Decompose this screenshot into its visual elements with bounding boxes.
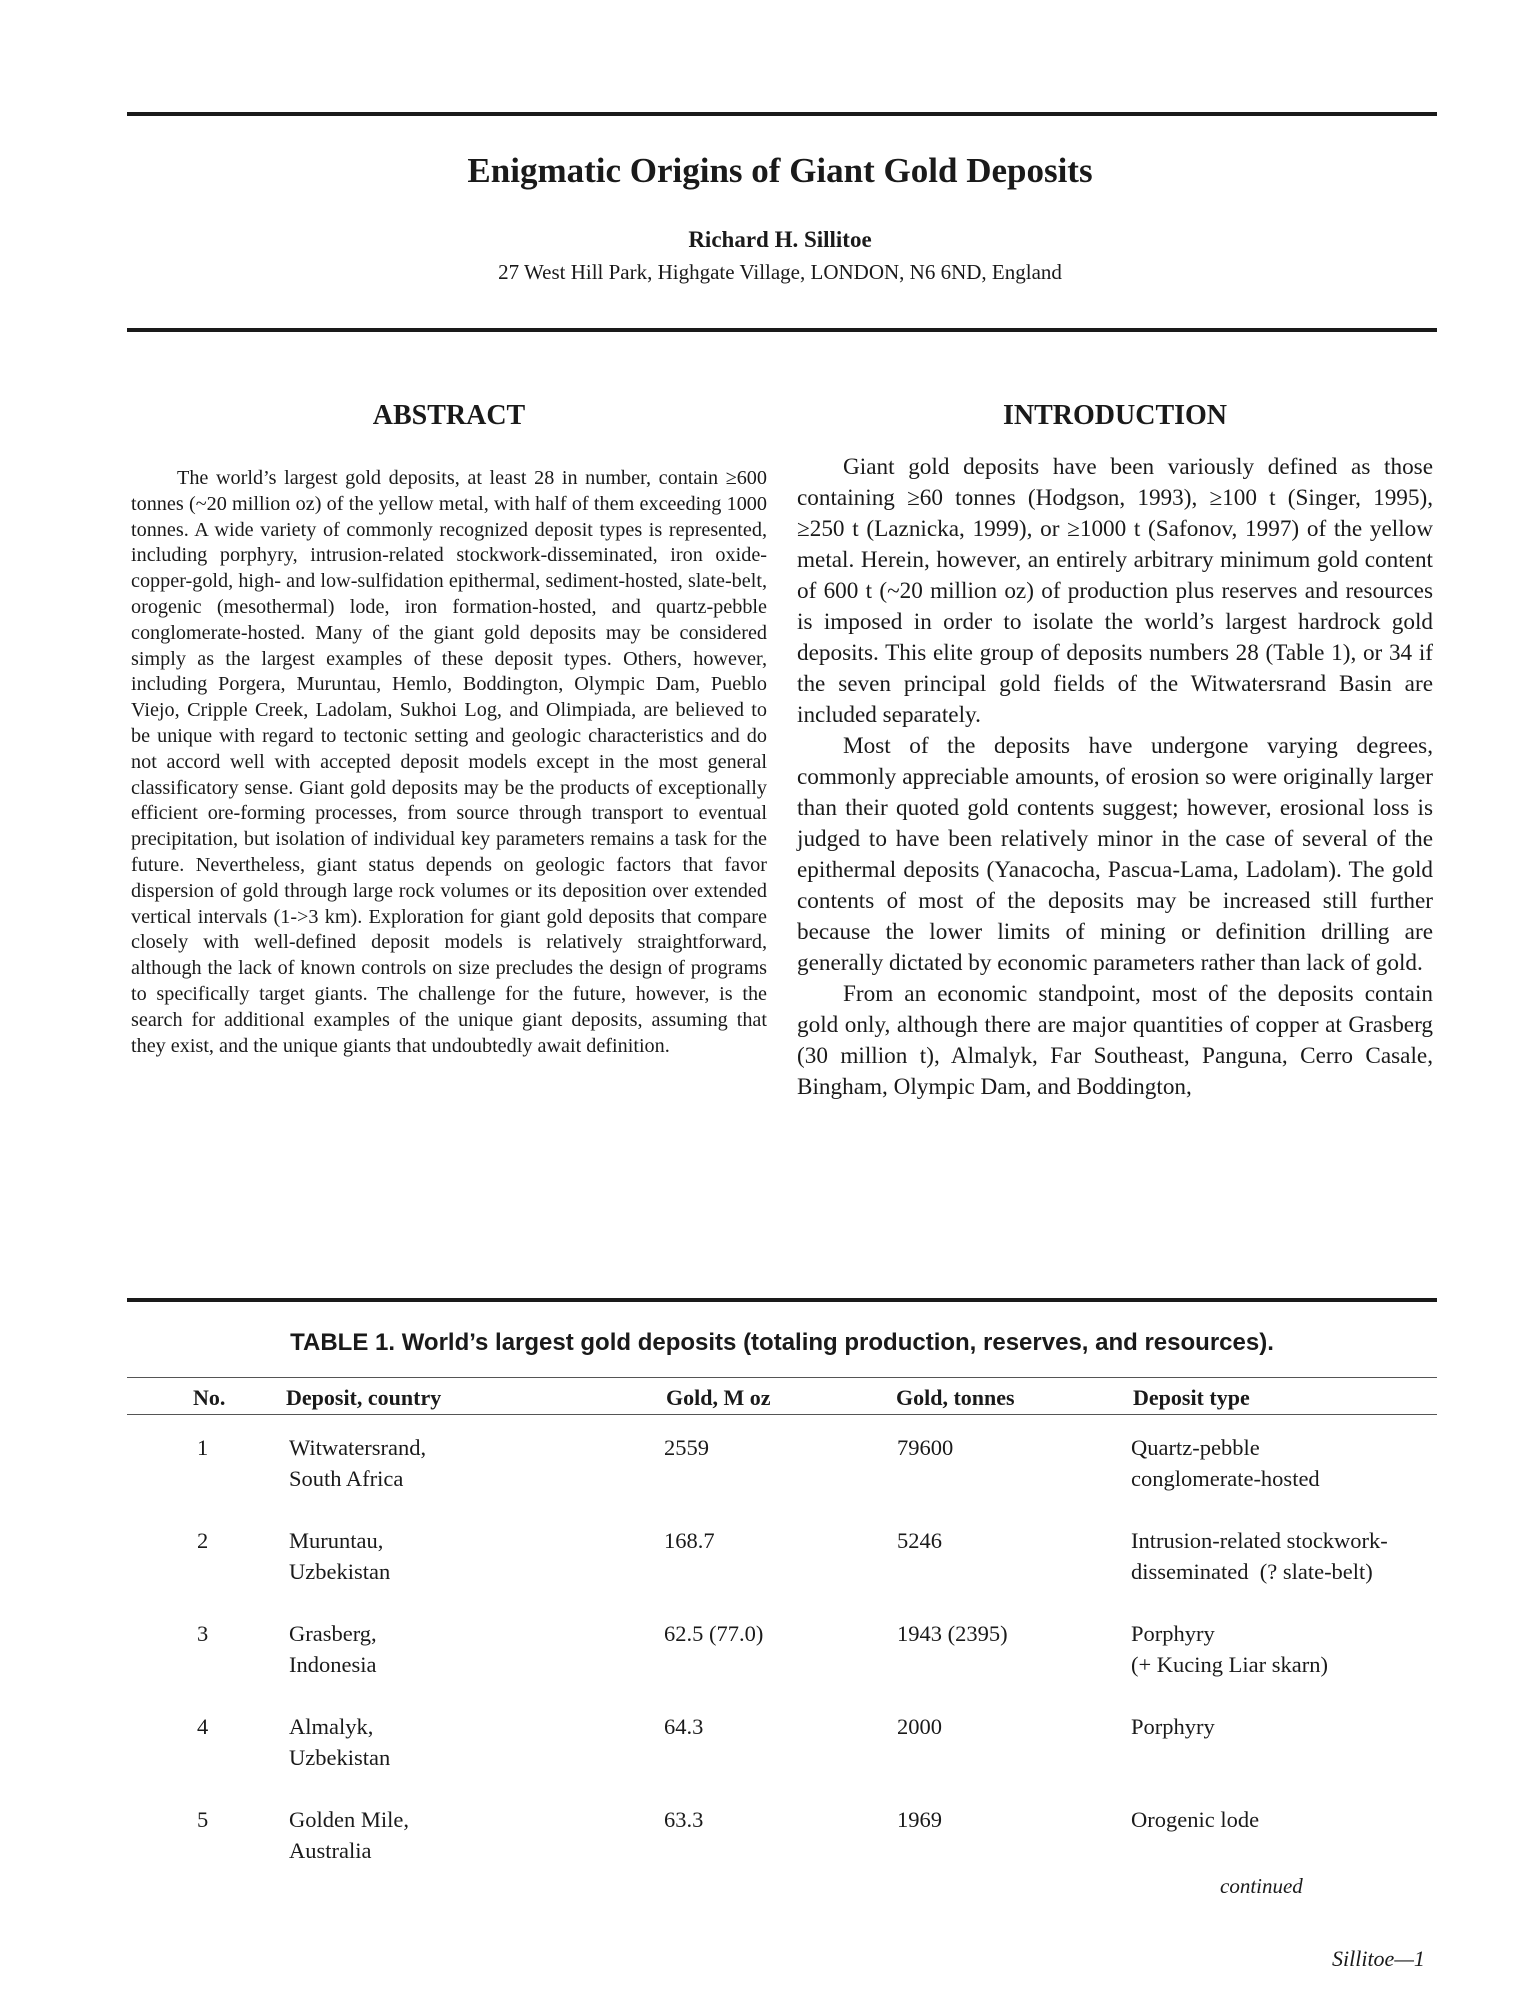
- column-header-no: No.: [193, 1385, 226, 1410]
- deposit-type: Orogenic lode: [1131, 1807, 1260, 1832]
- deposit-name: Golden Mile,: [289, 1807, 409, 1832]
- gold-tonnes: 79600: [897, 1435, 954, 1460]
- row-number: 4: [197, 1714, 209, 1739]
- paper-title: Enigmatic Origins of Giant Gold Deposits: [467, 151, 1093, 190]
- deposit-country: Uzbekistan: [289, 1559, 391, 1584]
- deposit-name: Witwatersrand,: [289, 1435, 427, 1460]
- row-number: 3: [197, 1621, 209, 1646]
- deposit-type: Porphyry: [1131, 1714, 1215, 1739]
- column-header-deposit: Deposit, country: [286, 1385, 442, 1410]
- deposit-country: Uzbekistan: [289, 1745, 391, 1770]
- deposit-type: Intrusion-related stockwork-: [1131, 1528, 1388, 1553]
- abstract-heading: ABSTRACT: [372, 400, 526, 431]
- gold-tonnes: 2000: [897, 1714, 942, 1739]
- row-number: 2: [197, 1528, 209, 1553]
- deposit-type-continued: disseminated (? slate-belt): [1131, 1559, 1373, 1584]
- intro-paragraph-1: Giant gold deposits have been variously defined as those containing ≥60 tonnes (Hodgson, 1993), ≥100 t (Singer, 1995), ≥250 t (Laznicka, 1999), or ≥1000 t (Safonov, 1997) of the yellow metal. Herein, however, an entirely arbitrary minimum gold content of 600 t (~20 million oz) of production plus reserves and resources is imposed in order to isolate the world’s largest hardrock gold deposits. This elite group of deposits numbers 28 (Table 1), or 34 if the seven principal gold fields of the Witwatersrand Basin are included separately.: [797, 454, 1433, 728]
- column-header-deposit-type: Deposit type: [1133, 1385, 1250, 1410]
- gold-tonnes: 1943 (2395): [897, 1621, 1008, 1646]
- table-header-bottom-rule: [127, 1414, 1437, 1415]
- deposit-country: Indonesia: [289, 1652, 377, 1677]
- deposit-name: Grasberg,: [289, 1621, 377, 1646]
- gold-tonnes: 1969: [897, 1807, 942, 1832]
- table-continued-note: continued: [1220, 1874, 1303, 1898]
- deposit-name: Almalyk,: [289, 1714, 374, 1739]
- top-rule: [127, 112, 1437, 116]
- row-number: 1: [197, 1435, 209, 1460]
- intro-paragraph-2: Most of the deposits have undergone varying degrees, commonly appreciable amounts, of erosion so were originally larger than their quoted gold contents suggest; however, erosional loss is judged to have been relatively minor in the case of several of the epithermal deposits (Yanacocha, Pascua-Lama, Ladolam). The gold contents of most of the deposits may be increased still further because the lower limits of mining or definition drilling are generally dictated by economic parameters rather than lack of gold.: [797, 733, 1433, 976]
- gold-moz: 62.5 (77.0): [664, 1621, 764, 1646]
- gold-moz: 2559: [664, 1435, 709, 1460]
- table-caption: TABLE 1. World’s largest gold deposits (totaling production, reserves, and resources).: [290, 1329, 1274, 1356]
- abstract-body: [131, 466, 767, 1059]
- column-header-gold-tonnes: Gold, tonnes: [896, 1385, 1015, 1410]
- intro-paragraph-3: From an economic standpoint, most of the deposits contain gold only, although there are major quantities of copper at Grasberg (30 million t), Almalyk, Far Southeast, Panguna, Cerro Casale, Bingham, Olympic Dam, and Boddington,: [797, 981, 1433, 1100]
- table-top-rule: [127, 1298, 1437, 1302]
- deposit-name: Muruntau,: [289, 1528, 384, 1553]
- gold-moz: 168.7: [664, 1528, 715, 1553]
- column-header-gold-moz: Gold, M oz: [666, 1385, 771, 1410]
- deposit-country: Australia: [289, 1838, 372, 1863]
- deposit-country: South Africa: [289, 1466, 404, 1491]
- gold-moz: 63.3: [664, 1807, 704, 1832]
- deposit-type: Porphyry: [1131, 1621, 1215, 1646]
- deposit-type-continued: conglomerate-hosted: [1131, 1466, 1320, 1491]
- abstract-paragraph: The world’s largest gold deposits, at least 28 in number, contain ≥600 tonnes (~20 million oz) of the yellow metal, with half of them exceeding 1000 tonnes. A wide variety of commonly recognized deposit types is represented, including porphyry, intrusion-related stockwork-disseminated, iron oxide-copper-gold, high- and low-sulfidation epithermal, sediment-hosted, slate-belt, orogenic (mesothermal) lode, iron formation-hosted, and quartz-pebble conglomerate-hosted. Many of the giant gold deposits may be considered simply as the largest examples of these deposit types. Others, however, including Porgera, Muruntau, Hemlo, Boddington, Olympic Dam, Pueblo Viejo, Cripple Creek, Ladolam, Sukhoi Log, and Olimpiada, are believed to be unique with regard to tectonic setting and geologic characteristics and do not accord well with accepted deposit models except in the most general classificatory sense. Giant gold deposits may be the products of exceptionally efficient ore-forming processes, from source through transport to eventual precipitation, but isolation of individual key parameters remains a task for the future. Nevertheless, giant status depends on geologic factors that favor dispersion of gold through large rock volumes or its deposition over extended vertical intervals (1->3 km). Exploration for giant gold deposits that compare closely with well-defined deposit models is relatively straightforward, although the lack of known controls on size precludes the design of programs to specifically target giants. The challenge for the future, however, is the search for additional examples of the unique giant deposits, assuming that they exist, and the unique giants that undoubtedly await definition.: [131, 467, 767, 1057]
- deposit-type-continued: (+ Kucing Liar skarn): [1131, 1652, 1328, 1677]
- gold-tonnes: 5246: [897, 1528, 942, 1553]
- gold-moz: 64.3: [664, 1714, 704, 1739]
- introduction-heading: INTRODUCTION: [1002, 400, 1228, 431]
- table-header-top-rule: [127, 1377, 1437, 1378]
- introduction-body: [797, 452, 1433, 1103]
- author-name: Richard H. Sillitoe: [688, 227, 872, 252]
- page-folio: Sillitoe—1: [1332, 1946, 1425, 1971]
- author-address: 27 West Hill Park, Highgate Village, LONDON, N6 6ND, England: [498, 260, 1062, 284]
- row-number: 5: [197, 1807, 209, 1832]
- deposit-type: Quartz-pebble: [1131, 1435, 1260, 1460]
- header-bottom-rule: [127, 328, 1437, 332]
